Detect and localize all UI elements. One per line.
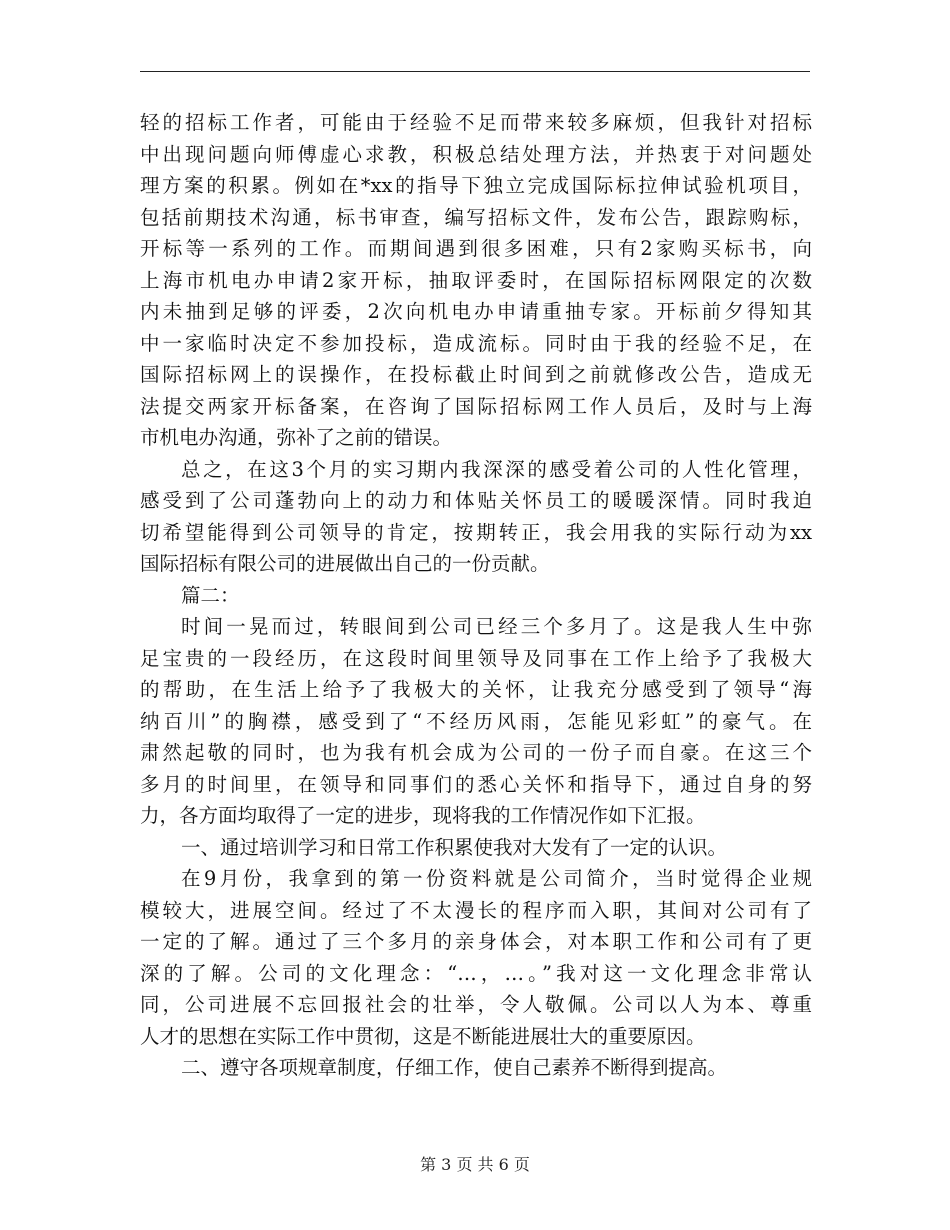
paragraph [140,863,812,1052]
text-line: 时间一晃而过，转眼间到公司已经三个多月了。这是我人生中弥 [181,615,812,638]
paragraph [140,1052,812,1084]
text-line: 国际招标有限公司的进展做出自己的一份贡献。 [140,552,550,575]
text-line: 人才的思想在实际工作中贯彻，这是不断能进展壮大的重要原因。 [140,1024,706,1048]
text-line: 切希望能得到公司领导的肯定，按期转正，我会用我的实际行动为xx [140,520,812,544]
text-line: 二、遵守各项规章制度，仔细工作，使自己素养不断得到提高。 [181,1056,728,1079]
text-line: 市机电办沟通，弥补了之前的错误。 [140,426,453,449]
text-line: 轻的招标工作者，可能由于经验不足而带来较多麻烦，但我针对招标 [140,111,812,134]
paragraph [140,832,812,864]
text-line: 深的了解。公司的文化理念：“…，…。”我对这一文化理念非常认 [140,961,812,985]
text-line: 的帮助，在生活上给予了我极大的关怀，让我充分感受到了领导“海 [140,678,812,701]
text-line: 一、通过培训学习和日常工作积累使我对大发有了一定的认识。 [181,835,728,859]
text-line: 肃然起敬的同时，也为我有机会成为公司的一份子而自豪。在这三个 [140,741,812,764]
text-line: 模较大，进展空间。经过了不太漫长的程序而入职，其间对公司有了 [140,898,812,922]
text-line: 篇二： [181,583,240,607]
paragraph [140,454,812,580]
paragraph [140,580,812,612]
text-line: 足宝贵的一段经历，在这段时间里领导及同事在工作上给予了我极大 [140,646,812,670]
text-line: 纳百川”的胸襟，感受到了“不经历风雨，怎能见彩虹”的豪气。在 [140,709,812,733]
text-line: 中出现问题向师傅虚心求教，积极总结处理方法，并热衷于对问题处 [140,142,812,166]
text-line: 感受到了公司蓬勃向上的动力和体贴关怀员工的暖暖深情。同时我迫 [140,489,812,512]
page-number: 第 3 页 共 6 页 [420,1155,530,1174]
text-line: 上海市机电办申请2家开标，抽取评委时，在国际招标网限定的次数 [140,268,812,292]
text-line: 多月的时间里，在领导和同事们的悉心关怀和指导下，通过自身的努 [140,772,812,796]
paragraph [140,611,812,832]
page-footer [0,1155,950,1175]
header-rule [140,71,810,72]
text-line: 法提交两家开标备案，在咨询了国际招标网工作人员后，及时与上海 [140,394,812,418]
document-body [140,107,812,1084]
text-line: 包括前期技术沟通，标书审查，编写招标文件，发布公告，跟踪购标， [140,205,812,229]
text-line: 中一家临时决定不参加投标，造成流标。同时由于我的经验不足，在 [140,331,812,355]
text-line: 国际招标网上的误操作，在投标截止时间到之前就修改公告，造成无 [140,363,812,386]
text-line: 开标等一系列的工作。而期间遇到很多困难，只有2家购买标书，向 [140,237,812,260]
text-line: 总之，在这3个月的实习期内我深深的感受着公司的人性化管理， [181,457,812,481]
text-line: 理方案的积累。例如在*xx的指导下独立完成国际标拉伸试验机项目， [140,174,812,197]
paragraph [140,107,812,454]
text-line: 同，公司进展不忘回报社会的壮举，令人敬佩。公司以人为本、尊重 [140,993,812,1016]
text-line: 一定的了解。通过了三个多月的亲身体会，对本职工作和公司有了更 [140,930,812,953]
text-line: 内未抽到足够的评委，2次向机电办申请重抽专家。开标前夕得知其 [140,300,812,323]
text-line: 在9月份，我拿到的第一份资料就是公司简介，当时觉得企业规 [181,867,812,890]
text-line: 力，各方面均取得了一定的进步，现将我的工作情况作如下汇报。 [140,804,706,827]
